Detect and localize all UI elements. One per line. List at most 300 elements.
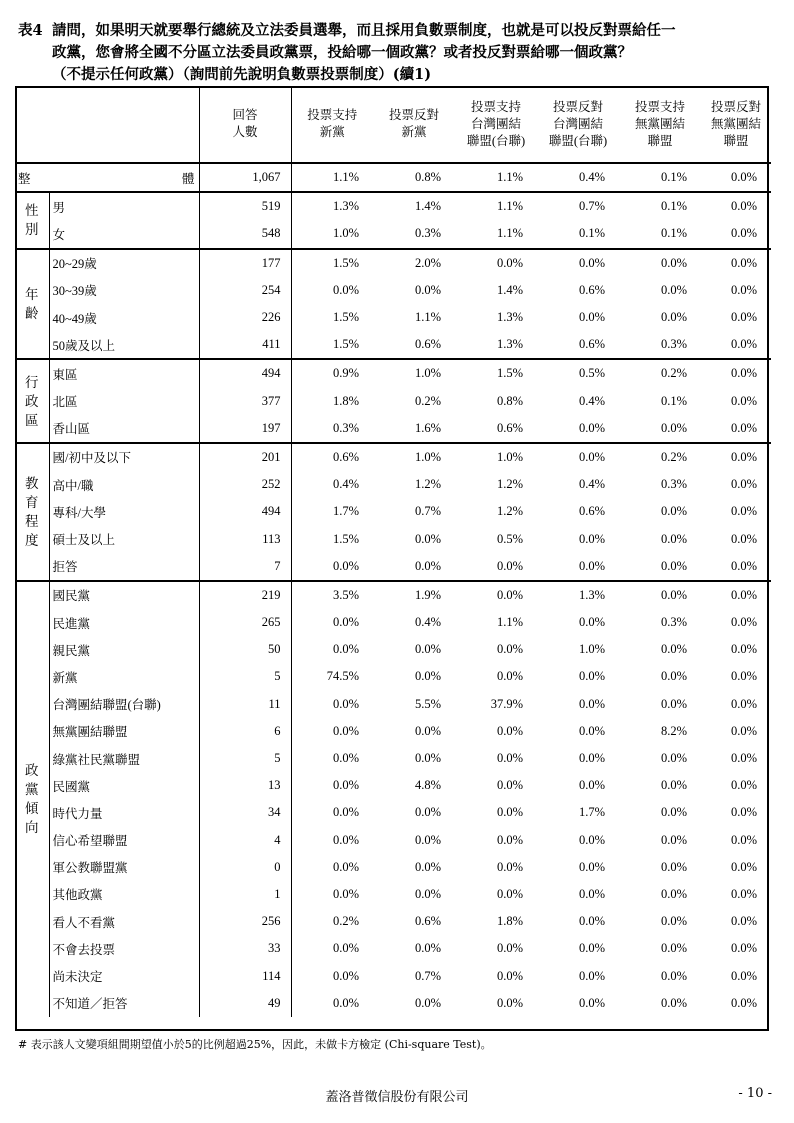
row-label: 民進黨: [49, 609, 199, 636]
table-cell: 0.5%: [496, 531, 523, 546]
column-header-line: 投票反對: [552, 99, 603, 114]
table-cell: 0.3%: [414, 226, 441, 241]
table-row: [15, 249, 771, 277]
table-cell: 3.5%: [291, 581, 373, 609]
column-header-line: 台灣團結: [470, 116, 521, 131]
table-cell: 0.0%: [578, 420, 605, 435]
table-cell: 0.0%: [578, 995, 605, 1010]
crosstab-table: [15, 86, 771, 1017]
column-header-line: 新黨: [319, 125, 345, 139]
table-row: [15, 277, 771, 304]
table-row: [15, 192, 771, 220]
table-cell: 0.0%: [332, 615, 359, 630]
table-cell: 0.0%: [730, 170, 757, 185]
table-cell: 0.0%: [455, 249, 537, 277]
table-cell: 0.0%: [660, 968, 687, 983]
column-header-line: 無黨團結: [710, 116, 761, 131]
group-label-char: 別: [25, 222, 39, 238]
column-header: [199, 86, 291, 163]
total-label-right: 體: [181, 171, 195, 186]
group-label: [15, 192, 49, 248]
table-cell: 0.0%: [730, 914, 757, 929]
row-label: 國民黨: [49, 581, 199, 609]
table-cell: 0.0%: [578, 859, 605, 874]
table-row: [15, 304, 771, 331]
table-cell: 0.0%: [730, 558, 757, 573]
table-cell: 0.0%: [660, 886, 687, 901]
row-label: 時代力量: [49, 799, 199, 826]
table-cell: 0.1%: [660, 393, 687, 408]
row-label: 碩士及以上: [49, 525, 199, 552]
table-cell: 0: [199, 854, 291, 881]
table-cell: 0.4%: [332, 477, 359, 492]
row-label: 綠黨社民黨聯盟: [49, 745, 199, 772]
column-header-line: 投票支持: [470, 99, 521, 114]
table-cell: 0.0%: [660, 504, 687, 519]
table-cell: 265: [199, 609, 291, 636]
table-row: [15, 745, 771, 772]
table-cell: 0.0%: [414, 751, 441, 766]
row-label: 40~49歲: [49, 304, 199, 331]
column-header-line: 台灣團結: [552, 116, 603, 131]
column-header-line: 人數: [232, 125, 258, 139]
table-cell: 0.0%: [730, 477, 757, 492]
row-label: 國/初中及以下: [49, 443, 199, 471]
table-cell: 0.0%: [578, 941, 605, 956]
column-header: [291, 86, 373, 163]
table-cell: 0.7%: [414, 504, 441, 519]
table-cell: 0.0%: [730, 531, 757, 546]
table-cell: 0.0%: [578, 886, 605, 901]
table-cell: 0.0%: [496, 778, 523, 793]
table-cell: 0.6%: [414, 337, 441, 352]
table-cell: 0.0%: [730, 393, 757, 408]
table-cell: 0.2%: [619, 359, 701, 387]
table-cell: 0.0%: [578, 832, 605, 847]
row-label: 新黨: [49, 663, 199, 690]
row-label: 高中/職: [49, 471, 199, 498]
row-label: 台灣團結聯盟(台聯): [49, 691, 199, 718]
row-label: 女: [49, 220, 199, 248]
table-row: [15, 525, 771, 552]
table-cell: 0.7%: [414, 968, 441, 983]
table-cell: 1.2%: [496, 504, 523, 519]
table-cell: 0.0%: [496, 558, 523, 573]
row-label: 不會去投票: [49, 935, 199, 962]
table-cell: 252: [199, 471, 291, 498]
table-cell: 1.4%: [496, 282, 523, 297]
table-cell: 0.0%: [660, 531, 687, 546]
table-cell: 0.0%: [730, 968, 757, 983]
table-cell: 0.6%: [578, 337, 605, 352]
table-cell: 37.9%: [490, 696, 523, 711]
table-cell: 0.0%: [578, 558, 605, 573]
table-cell: 1.2%: [414, 477, 441, 492]
table-cell: 1.3%: [496, 310, 523, 325]
table-cell: 226: [199, 304, 291, 331]
table-cell: 0.0%: [332, 832, 359, 847]
group-label: [15, 581, 49, 1017]
table-cell: 1.8%: [496, 914, 523, 929]
table-cell: 4.8%: [414, 778, 441, 793]
table-cell: 0.0%: [730, 723, 757, 738]
table-cell: 0.0%: [455, 581, 537, 609]
table-cell: 0.0%: [496, 832, 523, 847]
table-cell: 0.0%: [730, 669, 757, 684]
table-cell: 0.0%: [660, 914, 687, 929]
group-label-char: 政: [25, 763, 39, 779]
table-cell: 0.7%: [537, 192, 619, 220]
table-cell: 0.0%: [730, 832, 757, 847]
table-cell: 0.0%: [332, 941, 359, 956]
table-row: [15, 908, 771, 935]
row-label: 親民黨: [49, 636, 199, 663]
table-cell: 0.1%: [660, 226, 687, 241]
table-row: [15, 935, 771, 962]
column-header-line: 投票支持: [307, 108, 358, 122]
column-header: [619, 86, 701, 163]
group-label-char: 傾: [25, 801, 39, 817]
question-line-2: 政黨，您會將全國不分區立法委員政黨票，投給哪一個政黨？或者投反對票給哪一個政黨？: [52, 44, 632, 61]
table-cell: 548: [199, 220, 291, 248]
row-label: 20~29歲: [49, 249, 199, 277]
table-cell: 5: [199, 745, 291, 772]
row-label: 香山區: [49, 415, 199, 443]
table-cell: 0.0%: [578, 531, 605, 546]
table-cell: 0.0%: [414, 531, 441, 546]
row-label: 無黨團結聯盟: [49, 718, 199, 745]
table-cell: 0.0%: [660, 558, 687, 573]
table-cell: 0.0%: [332, 642, 359, 657]
row-label: 拒答: [49, 553, 199, 581]
table-row: [15, 990, 771, 1017]
table-cell: 5.5%: [414, 696, 441, 711]
table-cell: 0.0%: [701, 443, 771, 471]
group-label-char: 行: [25, 374, 39, 390]
table-cell: 0.0%: [730, 282, 757, 297]
table-cell: 0.0%: [578, 778, 605, 793]
table-row: [15, 331, 771, 359]
table-cell: 0.0%: [578, 615, 605, 630]
table-cell: 34: [199, 799, 291, 826]
table-cell: 0.0%: [730, 504, 757, 519]
column-header: [455, 86, 537, 163]
table-cell: 7: [199, 553, 291, 581]
table-cell: 4: [199, 827, 291, 854]
table-cell: 1.3%: [291, 192, 373, 220]
column-header-line: 聯盟(台聯): [548, 133, 608, 148]
table-cell: 0.0%: [496, 669, 523, 684]
table-row: [15, 471, 771, 498]
table-cell: 0.6%: [496, 420, 523, 435]
table-cell: 1.8%: [332, 393, 359, 408]
table-cell: 49: [199, 990, 291, 1017]
table-cell: 201: [199, 443, 291, 471]
table-cell: 1.3%: [496, 337, 523, 352]
page-number: - 10 -: [738, 1086, 772, 1101]
table-cell: 0.0%: [414, 282, 441, 297]
row-label: 不知道／拒答: [49, 990, 199, 1017]
row-label: 北區: [49, 388, 199, 415]
table-cell: 0.0%: [660, 805, 687, 820]
table-row: [15, 799, 771, 826]
row-label: 50歲及以上: [49, 331, 199, 359]
table-cell: 1.0%: [455, 443, 537, 471]
header-corner: [15, 86, 199, 163]
table-cell: 0.0%: [730, 642, 757, 657]
table-cell: 0.0%: [332, 558, 359, 573]
table-cell: 0.0%: [730, 615, 757, 630]
table-number: 表4: [18, 22, 43, 39]
group-label-char: 齡: [25, 305, 39, 321]
table-cell: 0.0%: [660, 696, 687, 711]
table-cell: 1.1%: [414, 310, 441, 325]
table-body: [15, 163, 771, 1017]
group-label-char: 性: [25, 203, 39, 219]
table-cell: 0.6%: [578, 504, 605, 519]
table-row: [15, 854, 771, 881]
group-label-char: 度: [25, 532, 39, 548]
group-label-char: 程: [25, 513, 39, 529]
table-cell: 0.8%: [496, 393, 523, 408]
table-cell: 1.0%: [373, 443, 455, 471]
table-cell: 0.0%: [332, 751, 359, 766]
table-cell: 219: [199, 581, 291, 609]
question-line-1: 請問，如果明天就要舉行總統及立法委員選舉，而且採用負數票制度，也就是可以投反對票給任一: [52, 22, 676, 39]
total-label-left: 整: [18, 171, 31, 186]
table-row: [15, 498, 771, 525]
table-cell: 0.0%: [660, 995, 687, 1010]
table-cell: 50: [199, 636, 291, 663]
table-cell: 0.2%: [414, 393, 441, 408]
table-cell: 411: [199, 331, 291, 359]
table-cell: 0.1%: [660, 170, 687, 185]
column-header-line: 投票反對: [388, 108, 439, 122]
table-row: [15, 443, 771, 471]
column-header-line: 投票反對: [710, 99, 761, 114]
table-row: [15, 636, 771, 663]
table-cell: 1.0%: [332, 226, 359, 241]
row-label: 軍公教聯盟黨: [49, 854, 199, 881]
table-cell: 0.0%: [730, 751, 757, 766]
table-cell: 6: [199, 718, 291, 745]
table-cell: 0.0%: [332, 859, 359, 874]
table-cell: 1.6%: [414, 420, 441, 435]
column-header-line: 聯盟: [647, 133, 673, 148]
table-cell: 1.5%: [332, 531, 359, 546]
table-cell: 0.0%: [578, 669, 605, 684]
footer-company: 蓋洛普徵信股份有限公司: [325, 1090, 469, 1105]
table-row: [15, 718, 771, 745]
table-cell: 1.0%: [373, 359, 455, 387]
table-cell: 0.0%: [537, 249, 619, 277]
table-cell: 197: [199, 415, 291, 443]
table-cell: 519: [199, 192, 291, 220]
table-cell: 1: [199, 881, 291, 908]
column-header: [373, 86, 455, 163]
table-row: [15, 415, 771, 443]
column-header-line: 投票支持: [634, 99, 685, 114]
table-cell: 0.6%: [414, 914, 441, 929]
table-cell: 114: [199, 962, 291, 989]
table-cell: 0.0%: [332, 282, 359, 297]
table-cell: 377: [199, 388, 291, 415]
row-label: 東區: [49, 359, 199, 387]
header-row: [15, 86, 771, 163]
table-cell: 0.4%: [578, 393, 605, 408]
table-cell: 0.0%: [578, 310, 605, 325]
table-cell: 0.6%: [578, 282, 605, 297]
table-row: [15, 388, 771, 415]
row-label: 專科/大學: [49, 498, 199, 525]
table-cell: 0.3%: [332, 420, 359, 435]
table-cell: 0.0%: [414, 558, 441, 573]
group-label-char: 育: [25, 494, 39, 510]
row-label: 其他政黨: [49, 881, 199, 908]
table-cell: 0.0%: [730, 995, 757, 1010]
table-cell: 0.0%: [496, 995, 523, 1010]
table-cell: 1.1%: [455, 192, 537, 220]
table-cell: 0.0%: [660, 859, 687, 874]
table-cell: 0.0%: [660, 669, 687, 684]
table-cell: 0.0%: [332, 696, 359, 711]
footnote: # 表示該人文變項組間期望值小於5的比例超過25%，因此，未做卡方檢定 (Chi-square Test)。: [18, 1038, 492, 1051]
table-cell: 0.0%: [414, 723, 441, 738]
table-cell: 0.0%: [660, 310, 687, 325]
table-cell: 8.2%: [660, 723, 687, 738]
table-cell: 0.0%: [730, 859, 757, 874]
table-cell: 0.9%: [291, 359, 373, 387]
table-cell: 0.0%: [730, 886, 757, 901]
table-cell: 0.0%: [660, 832, 687, 847]
group-label-char: 向: [25, 820, 39, 836]
table-cell: 1.1%: [496, 170, 523, 185]
row-label: 30~39歲: [49, 277, 199, 304]
row-label: 信心希望聯盟: [49, 827, 199, 854]
table-cell: 74.5%: [326, 669, 359, 684]
table-cell: 0.0%: [578, 914, 605, 929]
table-cell: 0.0%: [414, 859, 441, 874]
table-cell: 256: [199, 908, 291, 935]
table-cell: 0.0%: [701, 581, 771, 609]
table-row: [15, 772, 771, 799]
table-row: [15, 220, 771, 248]
table-cell: 33: [199, 935, 291, 962]
table-cell: 1.5%: [332, 337, 359, 352]
table-cell: 0.0%: [332, 968, 359, 983]
table-cell: 1.7%: [578, 805, 605, 820]
table-row: [15, 827, 771, 854]
table-cell: 1.7%: [332, 504, 359, 519]
table-cell: 13: [199, 772, 291, 799]
table-cell: 0.0%: [660, 420, 687, 435]
table-cell: 0.0%: [660, 282, 687, 297]
table-cell: 0.4%: [414, 615, 441, 630]
table-cell: 1.5%: [455, 359, 537, 387]
group-label: [15, 359, 49, 443]
table-cell: 0.3%: [660, 337, 687, 352]
table-row: [15, 691, 771, 718]
table-cell: 0.0%: [730, 941, 757, 956]
table-cell: 0.0%: [730, 778, 757, 793]
table-cell: 0.0%: [660, 751, 687, 766]
group-label: [15, 443, 49, 581]
table-cell: 1.1%: [332, 170, 359, 185]
table-cell: 2.0%: [373, 249, 455, 277]
table-cell: 0.0%: [578, 968, 605, 983]
table-cell: 0.0%: [619, 581, 701, 609]
table-cell: 1.0%: [578, 642, 605, 657]
table-cell: 0.0%: [730, 226, 757, 241]
table-cell: 0.0%: [496, 723, 523, 738]
table-cell: 0.0%: [578, 723, 605, 738]
table-cell: 1.3%: [537, 581, 619, 609]
row-label: 男: [49, 192, 199, 220]
table-cell: 1.1%: [496, 615, 523, 630]
table-cell: 0.6%: [291, 443, 373, 471]
table-row: [15, 609, 771, 636]
table-cell: 0.0%: [730, 805, 757, 820]
table-cell: 0.0%: [496, 886, 523, 901]
table-cell: 0.5%: [537, 359, 619, 387]
table-row: [15, 581, 771, 609]
table-cell: 0.0%: [414, 941, 441, 956]
table-cell: 1.5%: [291, 249, 373, 277]
table-row: [15, 881, 771, 908]
table-cell: 0.0%: [496, 751, 523, 766]
row-label: 看人不看黨: [49, 908, 199, 935]
table-cell: 0.4%: [578, 477, 605, 492]
column-header-line: 聯盟(台聯): [466, 133, 526, 148]
total-row: [15, 163, 771, 192]
table-cell: 0.0%: [496, 941, 523, 956]
table-row: [15, 553, 771, 581]
table-cell: 1.4%: [373, 192, 455, 220]
question-line-3: （不提示任何政黨）（詢問前先說明負數票投票制度）(續1): [52, 66, 432, 83]
table-cell: 0.0%: [730, 310, 757, 325]
column-header-line: 無黨團結: [634, 116, 685, 131]
row-label: 民國黨: [49, 772, 199, 799]
table-cell: 0.0%: [332, 723, 359, 738]
table-cell: 113: [199, 525, 291, 552]
group-label-char: 政: [25, 393, 39, 409]
table-cell: 0.0%: [701, 249, 771, 277]
table-cell: 0.0%: [496, 859, 523, 874]
table-cell: 254: [199, 277, 291, 304]
table-row: [15, 663, 771, 690]
row-label: 尚未決定: [49, 962, 199, 989]
table-cell: 0.0%: [414, 805, 441, 820]
column-header-line: 回答: [232, 108, 258, 122]
group-label-char: 年: [25, 286, 39, 302]
table-cell: 0.0%: [496, 805, 523, 820]
table-row: [15, 359, 771, 387]
table-cell: 0.0%: [537, 443, 619, 471]
table-cell: 0.0%: [660, 941, 687, 956]
table-cell: 0.0%: [332, 805, 359, 820]
table-cell: 0.0%: [332, 995, 359, 1010]
table-row: [15, 962, 771, 989]
table-cell: 1.1%: [496, 226, 523, 241]
table-cell: 1.9%: [373, 581, 455, 609]
table-cell: 0.3%: [660, 615, 687, 630]
table-cell: 0.1%: [619, 192, 701, 220]
table-cell: 0.4%: [578, 170, 605, 185]
table-cell: 177: [199, 249, 291, 277]
table-cell: 0.8%: [414, 170, 441, 185]
table-cell: 0.0%: [332, 778, 359, 793]
total-label: [15, 163, 199, 192]
